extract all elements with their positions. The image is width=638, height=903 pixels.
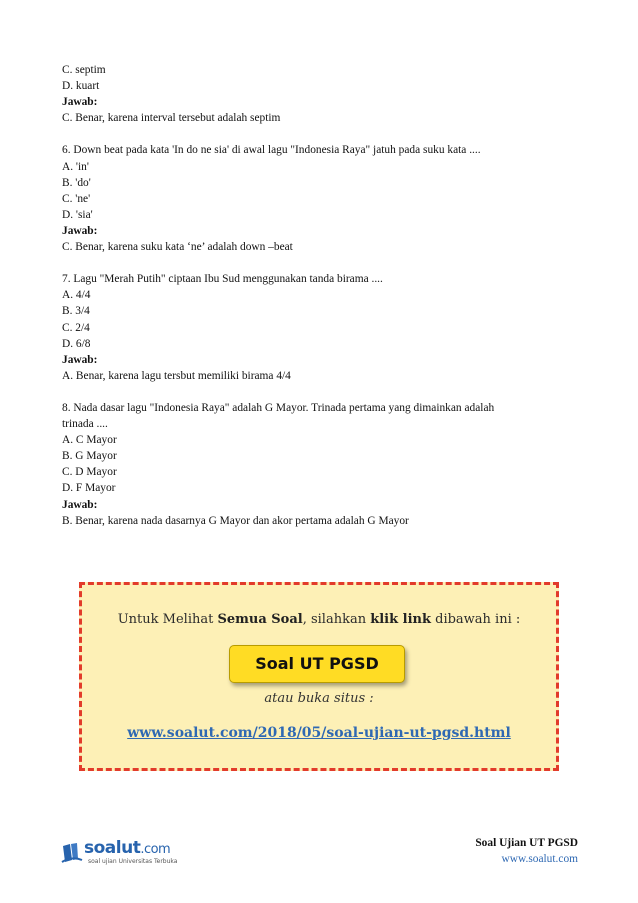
text-line: 8. Nada dasar lagu "Indonesia Raya" adalah G Mayor. Trinada pertama yang dimainkan adalah [62,401,495,414]
text-line: D. 6/8 [62,337,91,350]
text-line: C. 2/4 [62,321,90,334]
footer-title: Soal Ujian UT PGSD [475,837,578,849]
text-line: D. kuart [62,80,100,93]
footer-info [475,835,578,867]
promo-text-part: Untuk Melihat [117,612,218,627]
text-line: C. Benar, karena interval tersebut adalah septim [62,112,281,125]
text-line: A. Benar, karena lagu tersbut memiliki birama 4/4 [62,369,291,382]
text-line: C. Benar, karena suku kata ‘ne’ adalah down –beat [62,241,293,254]
text-line: C. septim [62,64,106,76]
promo-alt-text: atau buka situs : [264,691,374,706]
books-icon [60,840,86,866]
logo-wordmark: soalut.com [84,838,171,858]
answer-heading: Jawab: [62,353,98,366]
text-line: trinada .... [62,418,108,431]
promo-instruction [82,612,556,627]
promo-bold-click-link: klik link [370,612,431,627]
answer-heading: Jawab: [62,96,98,109]
promo-bold-all-questions: Semua Soal [217,612,303,627]
answer-heading: Jawab: [62,224,98,237]
text-line: B. 3/4 [62,305,90,318]
logo-tagline: soal ujian Universitas Terbuka [88,858,178,865]
promo-link[interactable]: www.soalut.com/2018/05/soal-ujian-ut-pgsd.html [127,725,511,741]
text-line: C. D Mayor [62,466,117,479]
document-body [62,62,582,529]
text-line: 7. Lagu "Merah Putih" ciptaan Ibu Sud menggunakan tanda birama .... [62,273,383,286]
promo-text-part: , silahkan [302,612,371,627]
promo-text-part: dibawah ini : [430,612,521,627]
text-line: 6. Down beat pada kata 'In do ne sia' di awal lagu "Indonesia Raya" jatuh pada suku kata .... [62,144,481,157]
answer-heading: Jawab: [62,498,98,511]
text-line: B. Benar, karena nada dasarnya G Mayor dan akor pertama adalah G Mayor [62,514,409,527]
text-line: A. C Mayor [62,434,117,447]
blank-line [62,126,582,142]
promo-box [79,582,559,771]
text-line: D. 'sia' [62,208,93,221]
text-line: C. 'ne' [62,192,91,205]
blank-line [62,255,582,271]
footer-url[interactable]: www.soalut.com [501,853,578,865]
text-line: D. F Mayor [62,482,116,495]
text-line: B. 'do' [62,176,91,189]
soalut-logo[interactable] [60,840,230,868]
text-line: A. 4/4 [62,289,91,302]
soal-ut-pgsd-button[interactable]: Soal UT PGSD [229,645,405,683]
text-line: B. G Mayor [62,450,117,463]
text-line: A. 'in' [62,160,89,173]
blank-line [62,384,582,400]
